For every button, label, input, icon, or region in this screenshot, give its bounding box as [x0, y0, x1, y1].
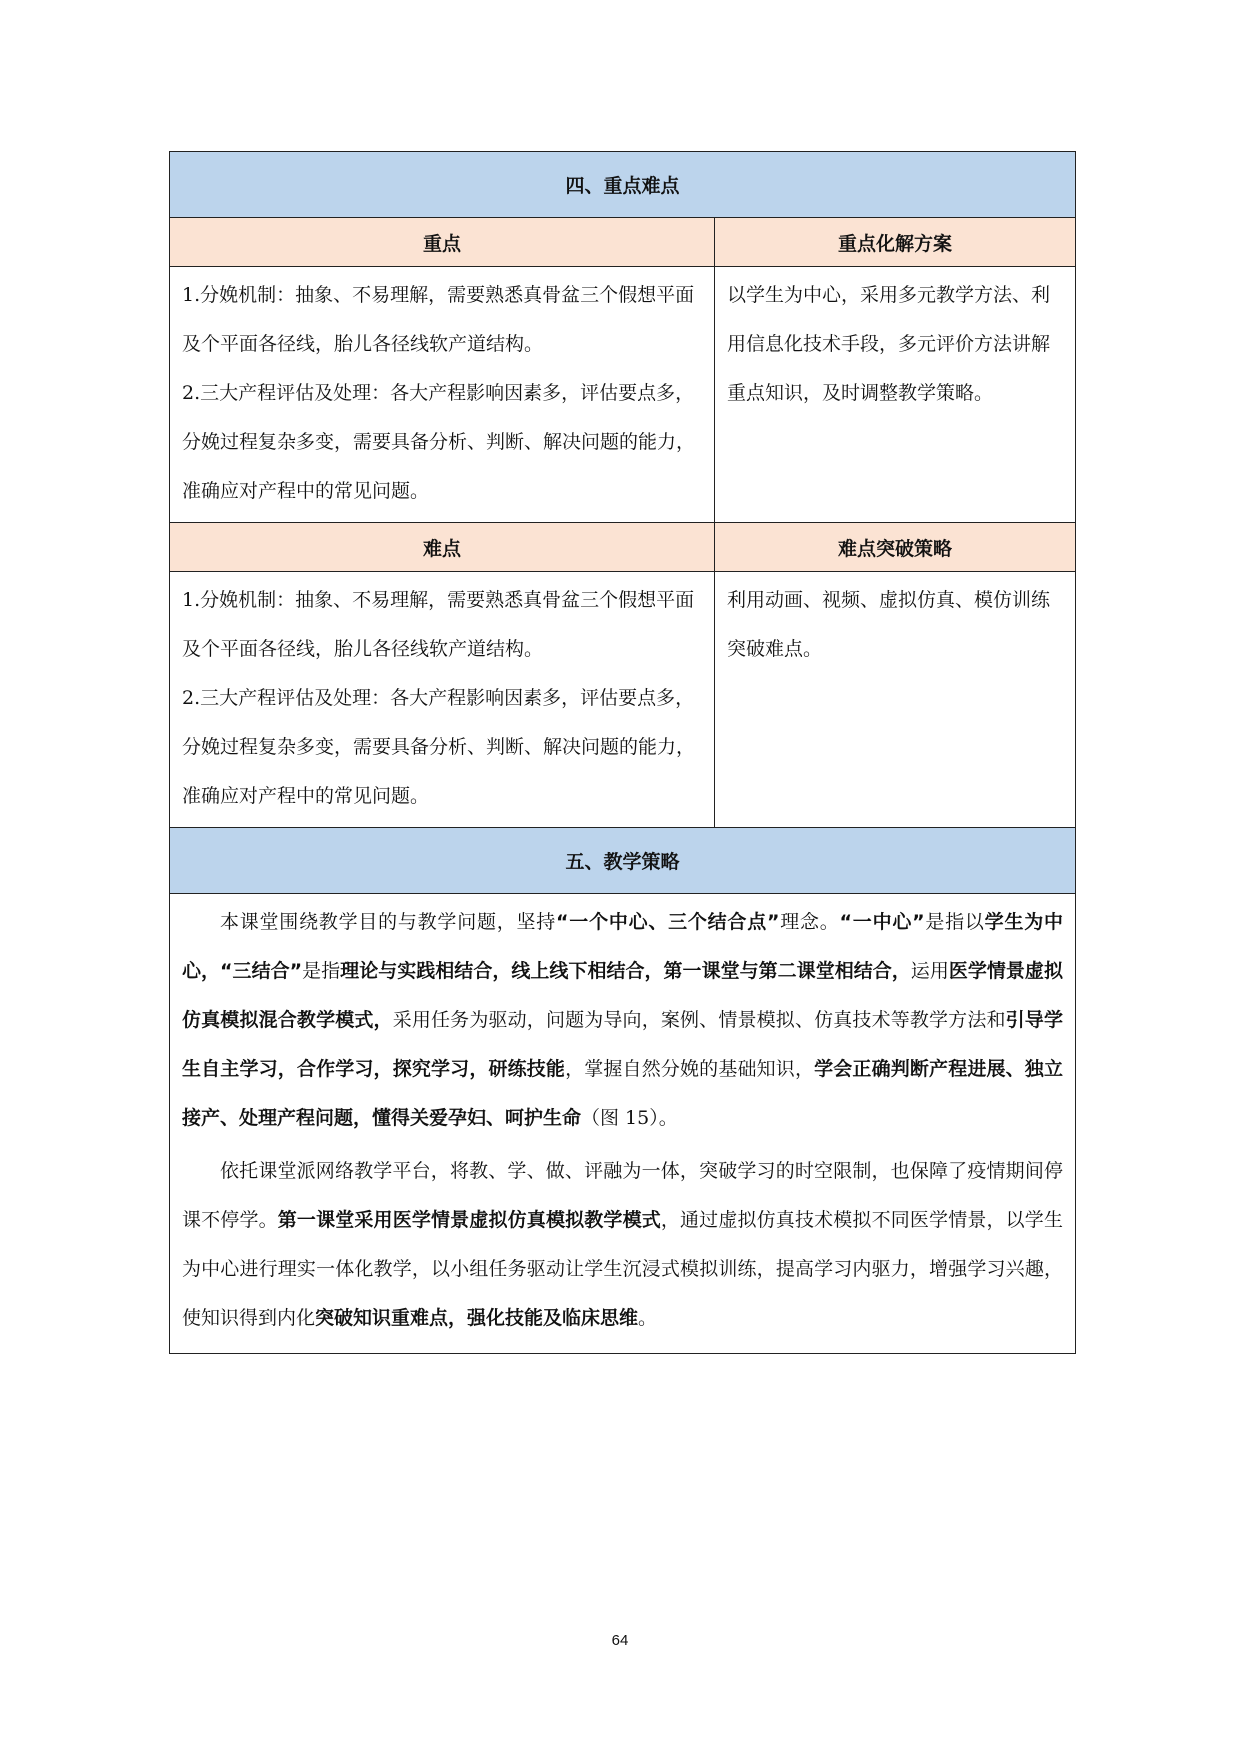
text-run: 运用	[910, 960, 949, 982]
difficulty-strategy-header: 难点突破策略	[837, 537, 952, 560]
text-run: （图 15）。	[581, 1107, 678, 1129]
teaching-design-table	[169, 151, 1076, 1354]
key-point-item: 1.分娩机制：抽象、不易理解，需要熟悉真骨盆三个假想平面及个平面各径线，胎儿各径线软产道结构。	[182, 284, 695, 355]
emphasis-run: “一个中心、三个结合点”	[556, 911, 780, 933]
section-header-teaching-strategy: 五、教学策略	[170, 828, 1075, 894]
emphasis-run: 医学情景虚拟仿真模拟混合教学模式，	[182, 960, 1063, 1031]
section-header-key-difficult-points: 四、重点难点	[170, 152, 1075, 218]
difficulty-strategy-cell	[715, 572, 1075, 827]
difficulties-cell	[170, 572, 715, 827]
difficulty-item: 2.三大产程评估及处理：各大产程影响因素多，评估要点多，分娩过程复杂多变，需要具备分析、判断、解决问题的能力，准确应对产程中的常见问题。	[182, 687, 696, 807]
emphasis-run: 引导学生自主学习，合作学习，探究学习，研练技能	[182, 1009, 1063, 1080]
key-solution-text: 以学生为中心，采用多元教学方法、利用信息化技术手段，多元评价方法讲解重点知识，及时调整教学策略。	[727, 284, 1051, 404]
text-run: 本课堂围绕教学目的与教学问题，坚持	[220, 911, 557, 933]
difficulties-content-row	[170, 572, 1075, 828]
text-run: 采用任务为驱动，问题为导向，案例、情景模拟、仿真技术等教学方法和	[392, 1009, 1006, 1031]
emphasis-run: 第一课堂采用医学情景虚拟仿真模拟教学模式	[277, 1209, 661, 1231]
key-point-item: 2.三大产程评估及处理：各大产程影响因素多，评估要点多，分娩过程复杂多变，需要具备分析、判断、解决问题的能力，准确应对产程中的常见问题。	[182, 382, 696, 502]
emphasis-run: 学会正确判断产程进展、独立接产、处理产程问题，懂得关爱孕妇、呵护生命	[182, 1058, 1063, 1129]
difficulties-header: 难点	[170, 523, 715, 571]
emphasis-run: 理论与实践相结合，线上线下相结合，第一课堂与第二课堂相结合，	[340, 960, 911, 982]
strategy-paragraph-1	[182, 898, 1063, 1143]
difficulties-header-row	[170, 523, 1075, 572]
key-solution-cell	[715, 267, 1075, 522]
text-run: 。	[638, 1307, 658, 1329]
key-points-content-row	[170, 267, 1075, 523]
difficulty-item: 1.分娩机制：抽象、不易理解，需要熟悉真骨盆三个假想平面及个平面各径线，胎儿各径线软产道结构。	[182, 589, 695, 660]
emphasis-run: 突破知识重难点，强化技能及临床思维	[315, 1307, 639, 1329]
text-run: ，通过虚拟仿真技术模拟不同医学情景，以学生为中心进行理实一体化教学，以小组任务驱动让学生沉浸式模拟训练，提高学习内驱力，增强学习兴趣，使知识得到内化	[182, 1209, 1063, 1329]
difficulty-strategy-text: 利用动画、视频、虚拟仿真、模仿训练突破难点。	[727, 589, 1051, 660]
text-run: 是指	[302, 960, 341, 982]
key-points-cell	[170, 267, 715, 522]
key-points-header: 重点	[170, 218, 715, 266]
emphasis-run: 学生为中心，“三结合”	[182, 911, 1063, 982]
text-run: 理念。	[779, 911, 840, 933]
strategy-paragraph-2	[182, 1147, 1063, 1343]
key-solution-header: 重点化解方案	[837, 232, 952, 255]
text-run: ，掌握自然分娩的基础知识，	[565, 1058, 815, 1080]
key-points-header-row	[170, 218, 1075, 267]
emphasis-run: “一中心”	[839, 911, 925, 933]
text-run: 依托课堂派网络教学平台，将教、学、做、评融为一体，突破学习的时空限制，也保障了疫情期间停课不停学。	[182, 1160, 1063, 1231]
text-run: 是指以	[924, 911, 985, 933]
teaching-strategy-body	[170, 894, 1075, 1353]
page-number: 64	[611, 1632, 629, 1649]
